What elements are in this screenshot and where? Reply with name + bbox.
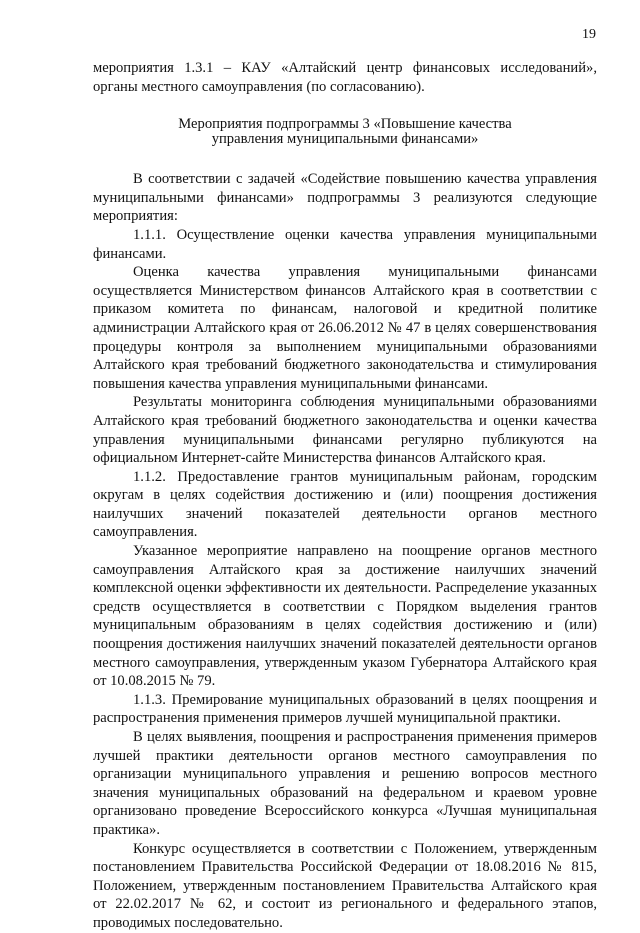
page-number: 19 [582, 27, 596, 42]
paragraph: Указанное мероприятие направлено на поощрение органов местного самоуправления Алтайского края за достижение наилучших значений комплексной оценки эффективности их деятельности. Распределение указанных средств осуществляется в соответствии с Порядком выделения грантов муниципальным образованиям в целях содействия достижению и (или) поощрения достижения наилучших значений показателей деятельности органов местного самоуправления, утвержденным указом Губернатора Алтайского края от 10.08.2015 № 79. [93, 543, 597, 690]
paragraph: 1.1.2. Предоставление грантов муниципальным районам, городским округам в целях содействия достижению и (или) поощрения достижения наилучших значений показателей деятельности органов местного самоуправления. [93, 468, 597, 541]
paragraph: Результаты мониторинга соблюдения муниципальными образованиями Алтайского края требований бюджетного законодательства и оценки качества управления муниципальными финансами регулярно публикуются на официальном Интернет-сайте Министерства финансов Алтайского края. [93, 394, 597, 467]
paragraph: В целях выявления, поощрения и распространения применения примеров лучшей практики деятельности органов местного самоуправления по организации муниципального управления и решению вопросов местного значения муниципальных образований на федеральном и краевом уровне организовано проведение Всероссийского конкурса «Лучшая муниципальная практика». [93, 729, 597, 838]
document-body [93, 59, 597, 933]
paragraph: 1.1.1. Осуществление оценки качества управления муниципальными финансами. [93, 226, 597, 262]
section-title [93, 117, 597, 147]
paragraph: Оценка качества управления муниципальными финансами осуществляется Министерством финансов Алтайского края в соответствии с приказом комитета по финансам, налоговой и кредитной политике администрации Алтайского края от 26.06.2012 № 47 в целях совершенствования процедуры контроля за выполнением муниципальными образованиями Алтайского края требований бюджетного законодательства и стимулирования повышения качества управления муниципальными финансами. [93, 264, 597, 392]
paragraph: 1.1.3. Премирование муниципальных образований в целях поощрения и распространения применения примеров лучшей муниципальной практики. [93, 691, 597, 727]
paragraph: Конкурс осуществляется в соответствии с Положением, утвержденным постановлением Правительства Российской Федерации от 18.08.2016 № 815, Положением, утвержденным постановлением Правительства Алтайского края от 22.02.2017 № 62, и состоит из регионального и федерального этапов, проводимых последовательно. [93, 840, 597, 931]
paragraph: В соответствии с задачей «Содействие повышению качества управления муниципальными финансами» подпрограммы 3 реализуются следующие мероприятия: [93, 171, 597, 225]
section-title-line-1: Мероприятия подпрограммы 3 «Повышение качества [178, 116, 512, 133]
section-title-line-2: управления муниципальными финансами» [211, 131, 479, 148]
paragraph-continuation: мероприятия 1.3.1 – КАУ «Алтайский центр финансовых исследований», органы местного самоуправления (по согласованию). [93, 60, 597, 95]
